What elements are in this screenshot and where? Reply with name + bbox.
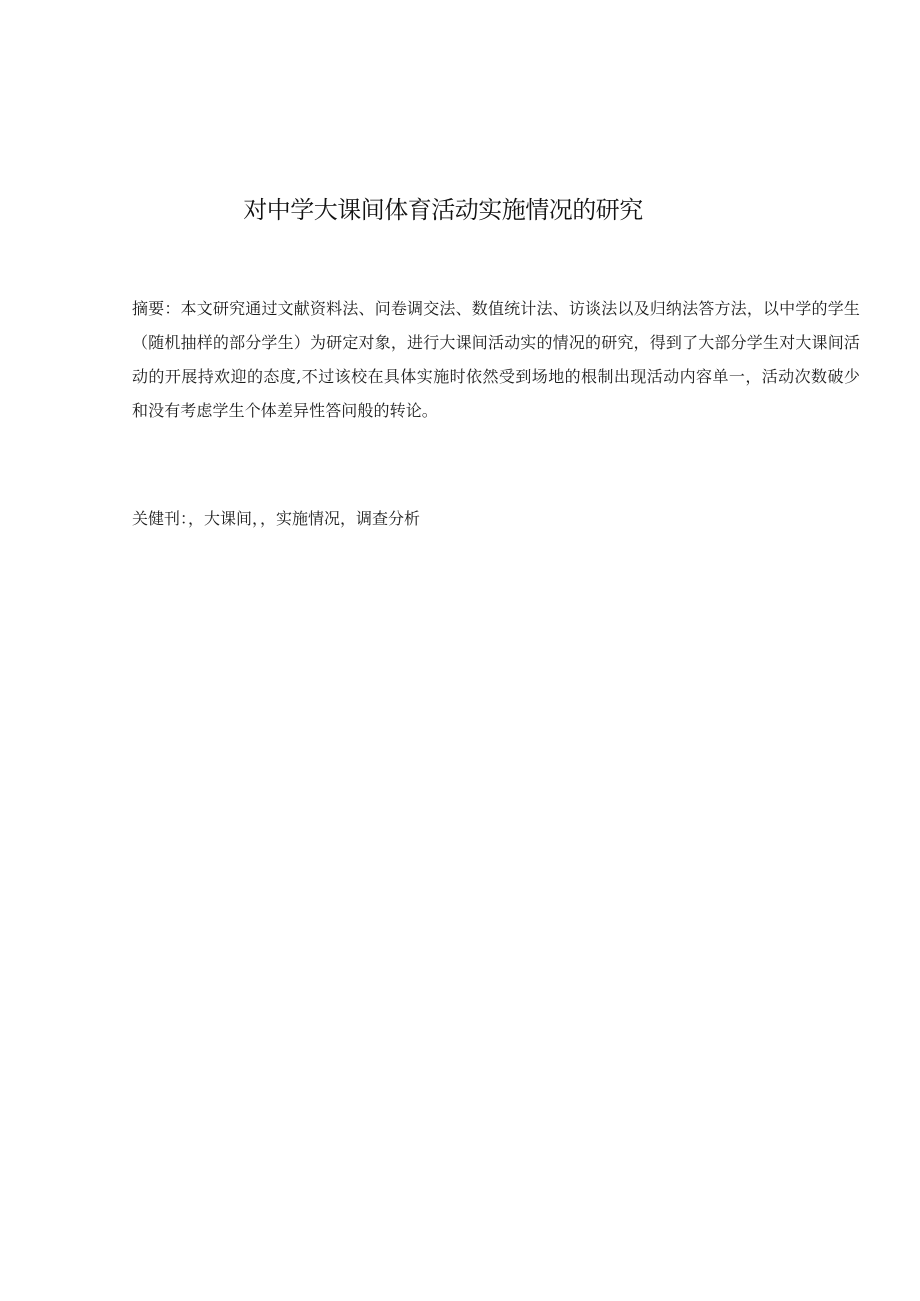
abstract-label: 摘要： bbox=[132, 299, 181, 318]
keywords-label: 关健刊： bbox=[132, 509, 189, 528]
keywords-text: ，大课间，，实施情况，调查分析 bbox=[188, 509, 421, 528]
abstract-text: 本文研究通过文献资料法、问卷调交法、数值统计法、访谈法以及归纳法答方法，以中学的学生（随机抽样的部分学生）为研定对象，进行大课间活动实的情况的研究，得到了大部分学生对大课间活动的开展持欢迎的态度,不过该校在具体实施时依然受到场地的根制出现活动内容单一，活动次数破少和没有考虑学生个体差异性答问般的转论。 bbox=[132, 299, 860, 420]
document-title: 对中学大课间体育活动实施情况的研究 bbox=[243, 196, 643, 224]
abstract-paragraph bbox=[132, 292, 860, 428]
keywords-line bbox=[132, 506, 860, 532]
